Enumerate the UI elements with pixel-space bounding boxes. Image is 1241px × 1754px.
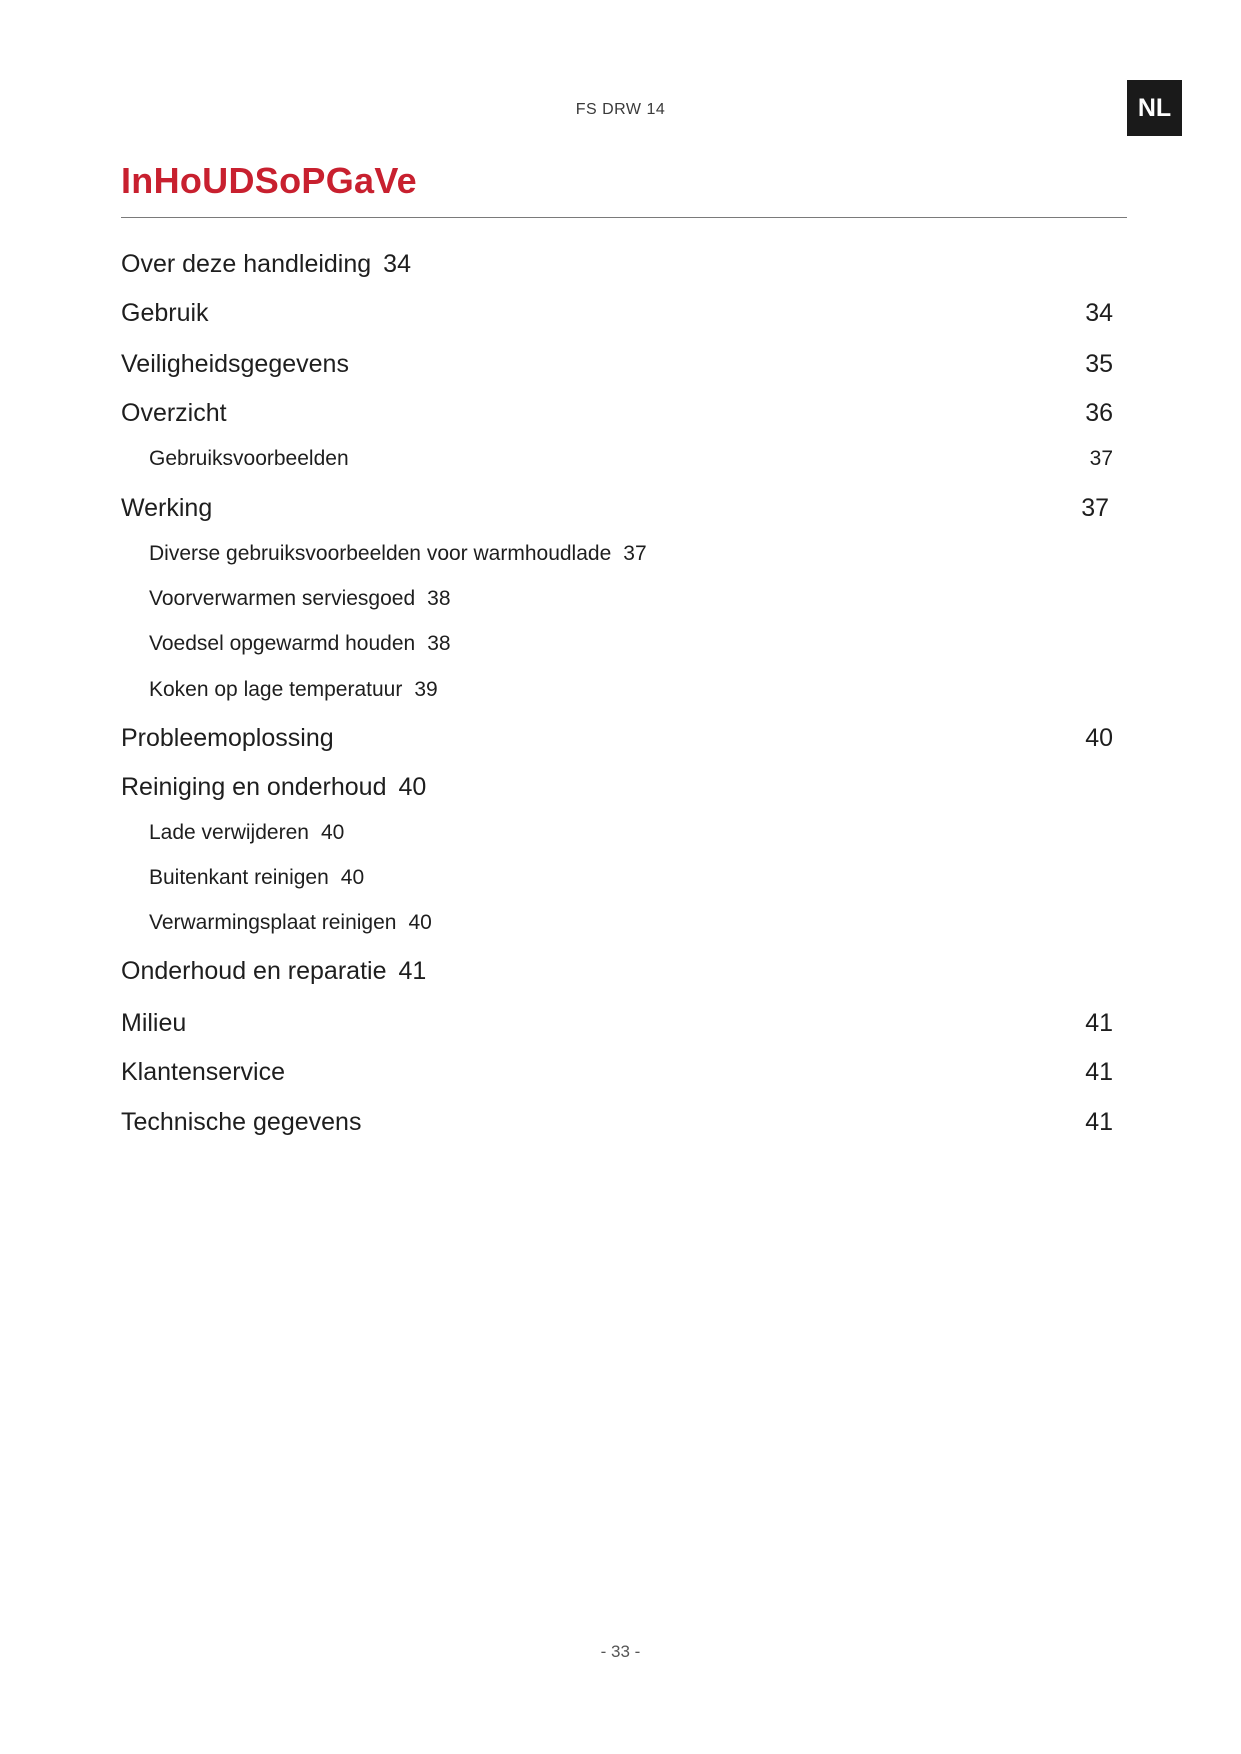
toc-entry-page: 35 <box>1085 350 1113 378</box>
toc-entry-page: 37 <box>1089 447 1113 470</box>
toc-entry-label: Gebruiksvoorbeelden <box>149 447 349 470</box>
toc-entry-label: Reiniging en onderhoud <box>121 773 387 801</box>
toc-entry-label: Veiligheidsgegevens <box>121 350 349 378</box>
toc-entry-label: Werking <box>121 494 213 522</box>
toc-entry-page: 40 <box>408 911 432 934</box>
toc-entry-page: 40 <box>340 866 365 889</box>
toc-entry-label: Verwarmingsplaat reinigen <box>149 911 397 934</box>
toc-entry-label: Gebruik <box>121 299 209 327</box>
toc-entry-page: 40 <box>398 773 427 801</box>
toc-entry-page: 41 <box>1085 1058 1113 1086</box>
toc-entry-label: Probleemoplossing <box>121 724 334 752</box>
toc-entry-page: 34 <box>383 250 411 278</box>
toc-entry-page: 34 <box>1085 299 1113 327</box>
toc-entry-page: 40 <box>320 821 345 844</box>
language-badge: NL <box>1127 80 1182 136</box>
toc-entry-label: Klantenservice <box>121 1058 285 1086</box>
toc-entry-label: Voedsel opgewarmd houden <box>149 632 416 655</box>
page-number: - 33 - <box>600 1642 641 1661</box>
toc-entry-page: 39 <box>414 678 438 701</box>
page-title: InHoUDSoPGaVe <box>121 160 417 201</box>
toc-entry-label: Over deze handleiding <box>121 250 372 278</box>
toc-entry-label: Diverse gebruiksvoorbeelden voor warmhoudlade <box>149 542 612 565</box>
title-divider <box>121 217 1127 218</box>
toc-entry-page: 40 <box>1085 724 1113 752</box>
toc-entry-label: Koken op lage temperatuur <box>149 678 403 701</box>
toc-entry-label: Onderhoud en reparatie <box>121 957 387 985</box>
toc-entry-label: Milieu <box>121 1009 187 1037</box>
toc-entry-page: 37 <box>1081 494 1109 522</box>
toc-entry-label: Technische gegevens <box>121 1108 362 1136</box>
toc-entry-label: Buitenkant reinigen <box>149 866 329 889</box>
toc-entry-page: 38 <box>427 632 451 655</box>
toc-entry-page: 41 <box>1085 1009 1113 1037</box>
document-id-header: FS DRW 14 <box>575 101 666 118</box>
toc-entry-label: Voorverwarmen serviesgoed <box>149 587 416 610</box>
toc-entry-page: 37 <box>623 542 647 565</box>
toc-entry-page: 36 <box>1085 399 1113 427</box>
toc-entry-label: Overzicht <box>121 399 227 427</box>
toc-entry-page: 38 <box>427 587 451 610</box>
toc-entry-page: 41 <box>1085 1108 1113 1136</box>
toc-entry-page: 41 <box>398 957 427 985</box>
toc-entry-label: Lade verwijderen <box>149 821 309 844</box>
